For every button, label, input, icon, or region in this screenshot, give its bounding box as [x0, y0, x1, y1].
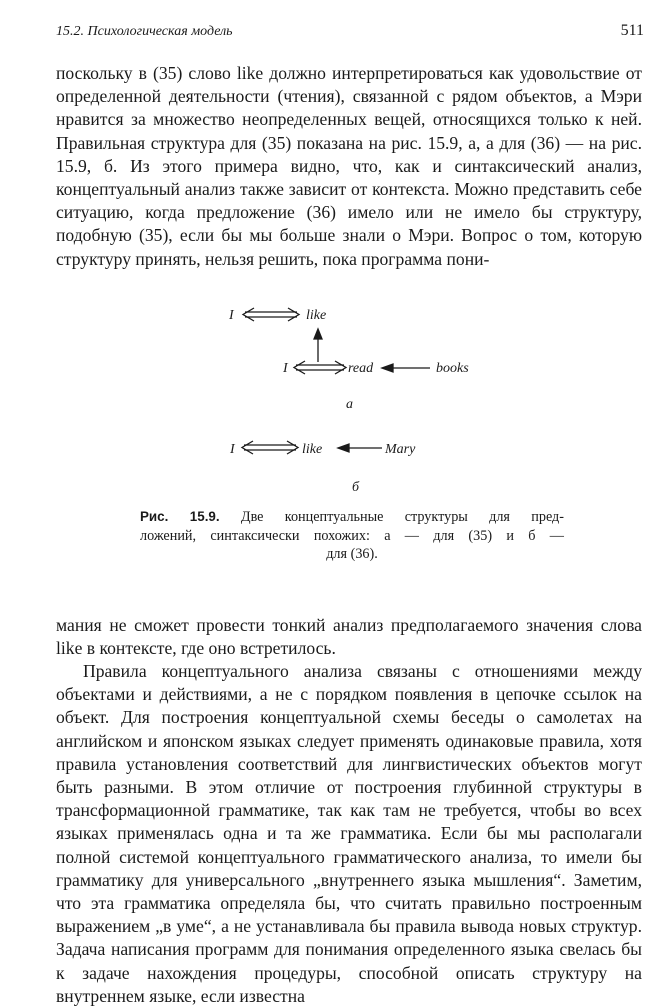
- fig-b-like: like: [302, 442, 323, 457]
- caption-label: Рис. 15.9.: [140, 509, 220, 524]
- fig-b-single-arrow: [338, 444, 382, 452]
- section-title: 15.2. Психологическая модель: [56, 24, 233, 39]
- fig-a-single-arrow: [382, 364, 430, 372]
- fig-b-label: б: [352, 480, 360, 495]
- figure-caption: [140, 508, 564, 564]
- paragraph-2: мания не сможет провести тонкий анализ предполагаемого значения слова like в контексте, где оно встретилось.: [56, 615, 642, 659]
- fig-b-mary: Mary: [385, 442, 416, 457]
- fig-a-top-like: like: [306, 308, 327, 323]
- fig-a-mid-read: read: [348, 361, 374, 376]
- fig-a-top-double-arrow: [243, 308, 299, 321]
- fig-b-double-arrow: [242, 441, 298, 454]
- caption-line-3: для (36).: [326, 546, 378, 562]
- fig-a-vertical-arrow: [314, 329, 322, 362]
- paragraph-3: Правила концептуального анализа связаны с отношениями между объектами и действиями, а не с порядком появления в цепочке ссылок на объект. Для построения концептуальной схемы беседы о самолетах на английском и японском языках следует применять одинаковые правила, хотя правила установления соответствий для лингвистических объектов могут быть разными. В этом отличие от построения глубинной структуры в трансформационной грамматике, так как там не требуется, чтобы во всех языках применялась одна и та же грамматика. Если бы мы располагали полной системой концептуального грамматического анализа, то имели бы грамматику для универсального „внутреннего языка мышления“. Заметим, что эта грамматика определяла бы, что считать правильно построенным выражением „в уме“, а не устанавливала бы правила вывода новых структур. Задача написания программ для понимания определенного языка свелась бы к задаче нахождения процедуры, способной описать структуру на внутреннем языке, если известна: [56, 661, 642, 1006]
- fig-a-mid-i: I: [283, 361, 288, 376]
- figure-15-9-diagram: [0, 290, 672, 500]
- page-number: 511: [620, 22, 644, 39]
- fig-a-label: а: [346, 397, 353, 412]
- fig-a-top-i: I: [229, 308, 234, 323]
- caption-line-1-text: Две концептуальные структуры для пред-: [240, 509, 564, 525]
- fig-a-mid-double-arrow: [294, 361, 346, 374]
- caption-line-2: ложений, синтаксически похожих: а — для (35) и б —: [140, 527, 564, 544]
- caption-line-1: [140, 508, 564, 527]
- fig-b-i: I: [230, 442, 235, 457]
- fig-a-mid-books: books: [436, 361, 469, 376]
- running-header: [56, 20, 644, 44]
- paragraph-1: поскольку в (35) слово like должно интерпретироваться как удовольствие от определенной деятельности (чтения), связанной с рядом объектов, а Мэри нравится за множество неопределенных вещей, относящихся только к ней. Правильная структура для (35) показана на рис. 15.9, а, а для (36) — на рис. 15.9, б. Из этого примера видно, что, как и синтаксический анализ, концептуальный анализ также зависит от контекста. Можно представить себе ситуацию, когда предложение (36) имело или не имело бы структуру, подобную (35), если бы мы больше знали о Мэри. Вопрос о том, которую структуру принять, нельзя решить, пока программа пони-: [56, 63, 642, 269]
